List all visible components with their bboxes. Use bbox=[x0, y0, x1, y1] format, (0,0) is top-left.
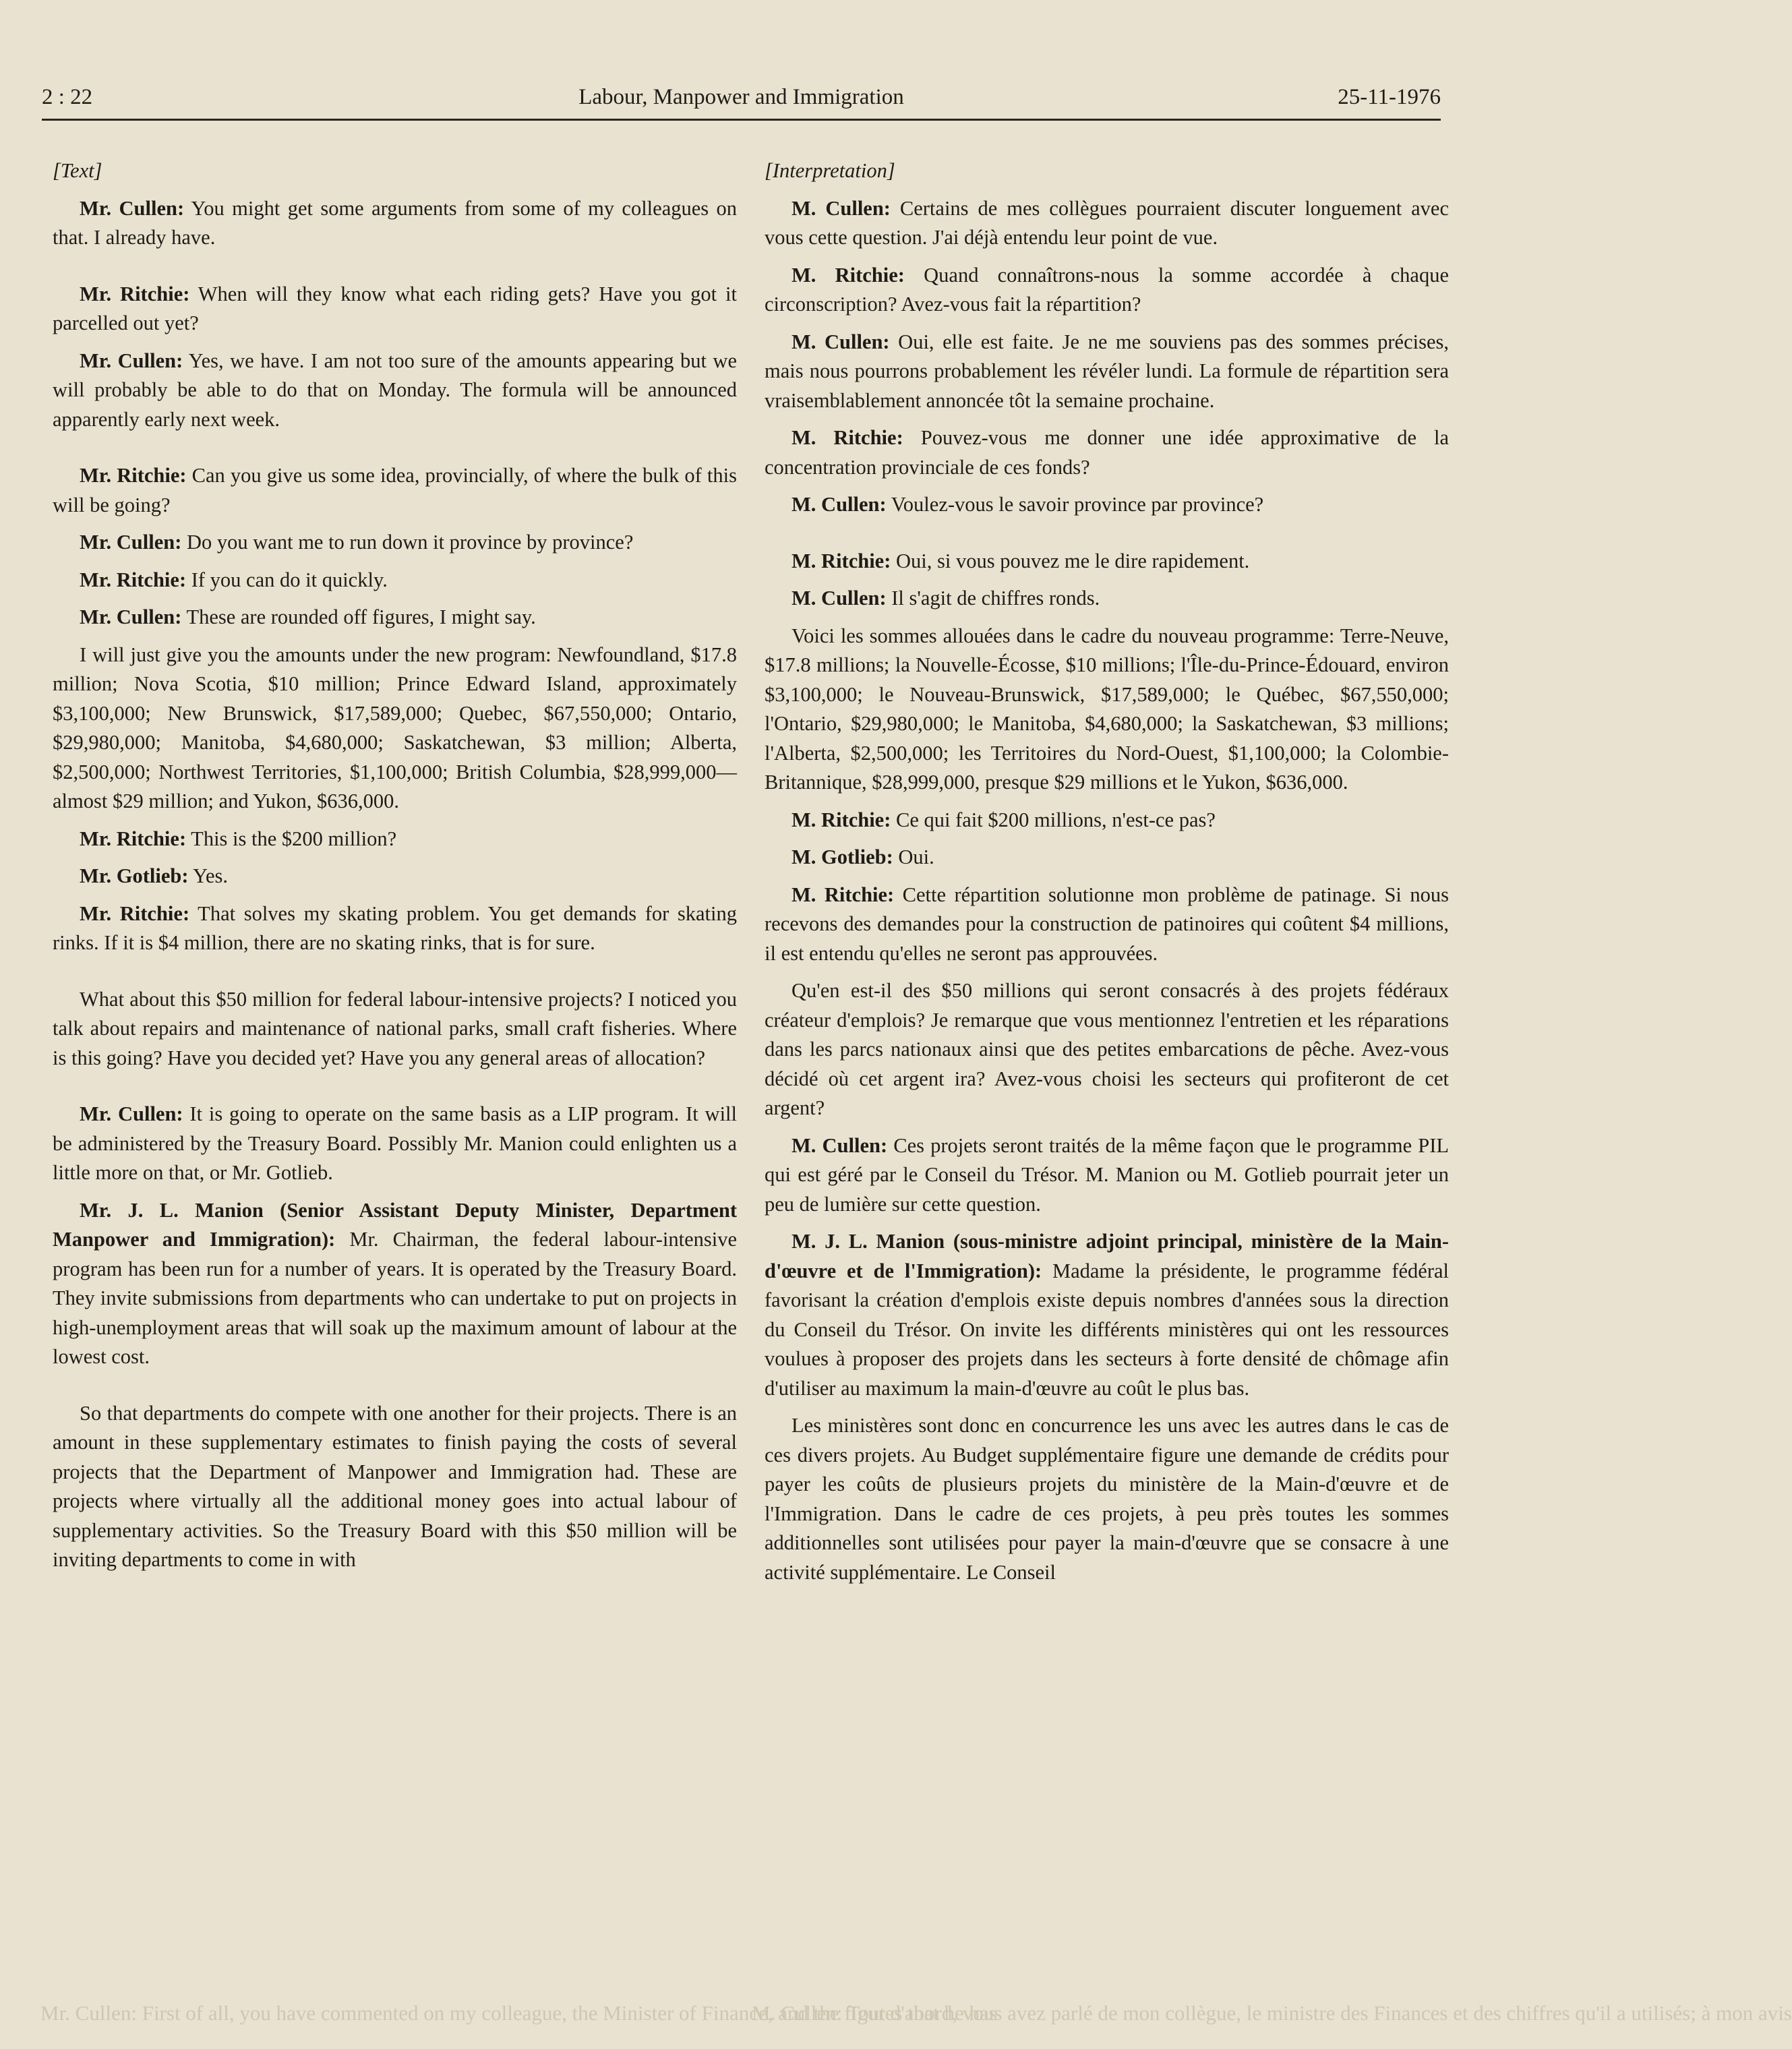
paragraph: Mr. Gotlieb: Yes. bbox=[80, 864, 229, 887]
paragraph: M. Ritchie: Oui, si vous pouvez me le dire rapidement. bbox=[792, 549, 1250, 572]
section-label: [Text] bbox=[53, 159, 102, 182]
paragraph: M. Ritchie: Pouvez-vous me donner une idée approximative de la concentration provinciale de ces fonds? bbox=[765, 426, 1449, 479]
paragraph: I will just give you the amounts under the new program: Newfoundland, $17.8 million; Nova Scotia, $10 million; Prince Edward Island, approximately $3,100,000; New Brunswick, $17,589,000; Quebec, $67,550,000; Ontario, $29,980,000; Manitoba, $4,680,000; Saskatchewan, $3 million; Alberta, $2,500,000; Northwest Territories, $1,100,000; British Columbia, $28,999,000—almost $29 million; and Yukon, $636,000. bbox=[53, 643, 737, 812]
paragraph: M. Cullen: Voulez-vous le savoir province par province? bbox=[792, 493, 1264, 516]
speaker-name: Mr. Cullen: bbox=[80, 349, 183, 372]
speaker-name: Mr. Ritchie: bbox=[80, 827, 187, 850]
speaker-name: M. Ritchie: bbox=[792, 808, 891, 831]
paragraph: Mr. Ritchie: When will they know what each riding gets? Have you got it parcelled out yet? bbox=[53, 282, 737, 334]
speaker-name: M. Gotlieb: bbox=[792, 845, 893, 868]
paragraph: Qu'en est-il des $50 millions qui seront consacrés à des projets fédéraux créateur d'emplois? Je remarque que vous mentionnez l'entretien et les réparations dans les parcs nationaux ainsi que des petites embarcations de pêche. Avez-vous décidé où cet argent ira? Avez-vous choisi les secteurs qui profiteront de cet argent? bbox=[765, 979, 1449, 1119]
page-header bbox=[42, 80, 1441, 121]
sitting-date: 25-11-1976 bbox=[1338, 85, 1441, 109]
paragraph: Mr. Cullen: Yes, we have. I am not too sure of the amounts appearing but we will probably be able to do that on Monday. The formula will be announced apparently early next week. bbox=[53, 349, 738, 431]
paragraph: Mr. Ritchie: This is the $200 million? bbox=[80, 827, 397, 850]
speaker-name: Mr. Ritchie: bbox=[80, 464, 187, 487]
paragraph: M. Cullen: Ces projets seront traités de la même façon que le programme PIL qui est géré par le Conseil du Trésor. M. Manion ou M. Gotlieb pourrait jeter un peu de lumière sur cette question. bbox=[765, 1133, 1449, 1216]
speaker-name: Mr. Cullen: bbox=[80, 1102, 183, 1125]
paragraph: M. Cullen: Il s'agit de chiffres ronds. bbox=[792, 587, 1100, 610]
speaker-name: M. Cullen: bbox=[792, 587, 887, 610]
speaker-name: Mr. Ritchie: bbox=[80, 282, 190, 305]
speaker-name: M. Cullen: bbox=[792, 196, 891, 220]
page-number: 2 : 22 bbox=[42, 85, 93, 109]
paragraph: M. Ritchie: Ce qui fait $200 millions, n'est-ce pas? bbox=[792, 808, 1216, 831]
paragraph: Mr. Ritchie: That solves my skating problem. You get demands for skating rinks. If it is $4 million, there are no skating rinks, that is for sure. bbox=[53, 901, 737, 954]
paragraph: M. Cullen: Oui, elle est faite. Je ne me souviens pas des sommes précises, mais nous pourrons probablement les révéler lundi. La formule de répartition sera vraisemblablement annoncée tôt la semaine prochaine. bbox=[765, 330, 1449, 412]
bleed-through-left: Mr. Cullen: First of all, you have commented on my colleague, the Minister of Finance, and the figures that he has bbox=[40, 2001, 997, 2025]
paragraph: Mr. Cullen: You might get some arguments from some of my colleagues on that. I already have. bbox=[53, 196, 737, 249]
paragraph: What about this $50 million for federal labour-intensive projects? I noticed you talk about repairs and maintenance of national parks, small craft fisheries. Where is this going? Have you decided yet? Have you any general areas of allocation? bbox=[53, 987, 737, 1069]
bleed-through-right: M. Cullen: Tout d'abord, vous avez parlé de mon collègue, le ministre des Finances et des chiffres qu'il a utilisés; à mon avis bbox=[752, 2001, 1792, 2025]
french-column bbox=[765, 156, 1449, 1595]
speaker-name: M. J. L. Manion (sous-ministre adjoint principal, ministère de la Main-d'œuvre et de l'Immigration): bbox=[765, 1230, 1449, 1282]
speaker-name: M. Ritchie: bbox=[792, 426, 903, 449]
paragraph: Les ministères sont donc en concurrence les uns avec les autres dans le cas de ces divers projets. Au Budget supplémentaire figure une demande de crédits pour payer les coûts de plusieurs projets du ministère de la Main-d'œuvre et de l'Immigration. Dans le cadre de ces projets, à peu près toutes les sommes additionnelles sont utilisées pour payer la main-d'œuvre que se consacre à une activité supplémentaire. Le Conseil bbox=[765, 1414, 1449, 1584]
speaker-name: Mr. Cullen: bbox=[80, 605, 182, 628]
speaker-name: M. Cullen: bbox=[792, 1133, 888, 1157]
paragraph: Mr. Ritchie: If you can do it quickly. bbox=[80, 568, 388, 591]
paragraph: M. Ritchie: Quand connaîtrons-nous la somme accordée à chaque circonscription? Avez-vous fait la répartition? bbox=[765, 263, 1449, 316]
section-label: [Interpretation] bbox=[765, 159, 895, 182]
speaker-name: M. Ritchie: bbox=[792, 549, 891, 572]
committee-title: Labour, Manpower and Immigration bbox=[578, 85, 904, 109]
speaker-name: Mr. Cullen: bbox=[80, 196, 185, 220]
paragraph: M. Ritchie: Cette répartition solutionne mon problème de patinage. Si nous recevons des demandes pour la construction de patinoires qui coûtent $4 millions, il est entendu qu'elles ne seront pas approuvées. bbox=[765, 883, 1449, 965]
paragraph: Mr. Cullen: Do you want me to run down it province by province? bbox=[80, 531, 634, 554]
speaker-name: Mr. Gotlieb: bbox=[80, 864, 189, 887]
speaker-name: M. Ritchie: bbox=[792, 883, 895, 906]
speaker-name: M. Cullen: bbox=[792, 330, 890, 353]
bleed-through-text bbox=[40, 2001, 1792, 2025]
speaker-name: Mr. Cullen: bbox=[80, 531, 182, 554]
speaker-name: Mr. Ritchie: bbox=[80, 901, 190, 925]
speaker-name: M. Cullen: bbox=[792, 493, 887, 516]
paragraph: M. Cullen: Certains de mes collègues pourraient discuter longuement avec vous cette question. J'ai déjà entendu leur point de vue. bbox=[765, 196, 1449, 249]
speaker-name: Mr. Ritchie: bbox=[80, 568, 187, 591]
speaker-name: M. Ritchie: bbox=[792, 263, 905, 287]
paragraph: Mr. Cullen: It is going to operate on the same basis as a LIP program. It will be administered by the Treasury Board. Possibly Mr. Manion could enlighten us a little more on that, or Mr. Gotlieb. bbox=[53, 1102, 737, 1184]
paragraph: Mr. Cullen: These are rounded off figures, I might say. bbox=[80, 605, 536, 628]
paragraph: M. J. L. Manion (sous-ministre adjoint principal, ministère de la Main-d'œuvre et de l'Immigration): Madame la présidente, le programme fédéral favorisant la création d'emplois existe depuis nombres d'années sous la direction du Conseil du Trésor. On invite les différents ministères qui ont les ressources voulues à proposer des projets dans les secteurs à forte densité de chômage afin d'utiliser au maximum la main-d'œuvre au coût le plus bas. bbox=[765, 1230, 1449, 1400]
paragraph: So that departments do compete with one another for their projects. There is an amount in these supplementary estimates to finish paying the costs of several projects that the Department of Manpower and Immigration had. These are projects where virtually all the additional money goes into actual labour of supplementary activities. So the Treasury Board with this $50 million will be inviting departments to come in with bbox=[53, 1401, 737, 1571]
paragraph: Mr. Ritchie: Can you give us some idea, provincially, of where the bulk of this will be going? bbox=[53, 464, 737, 516]
paragraph: M. Gotlieb: Oui. bbox=[792, 845, 934, 868]
english-column bbox=[53, 156, 737, 1583]
paragraph: Voici les sommes allouées dans le cadre du nouveau programme: Terre-Neuve, $17.8 millions; la Nouvelle-Écosse, $10 millions; l'Île-du-Prince-Édouard, environ $3,100,000; le Nouveau-Brunswick, $17,589,000; le Québec, $67,550,000; l'Ontario, $29,980,000; le Manitoba, $4,680,000; la Saskatchewan, $3 millions; l'Alberta, $2,500,000; les Territoires du Nord-Ouest, $1,100,000; la Colombie-Britannique, $28,999,000, presque $29 millions et le Yukon, $636,000. bbox=[765, 624, 1449, 794]
speaker-name: Mr. J. L. Manion (Senior Assistant Deputy Minister, Department Manpower and Immigration): bbox=[53, 1198, 737, 1251]
paragraph: Mr. J. L. Manion (Senior Assistant Deputy Minister, Department Manpower and Immigration): Mr. Chairman, the federal labour-intensive program has been run for a number of years. It is operated by the Treasury Board. They invite submissions from departments who can undertake to put on projects in high-unemployment areas that will soak up the maximum amount of labour at the lowest cost. bbox=[53, 1198, 738, 1368]
